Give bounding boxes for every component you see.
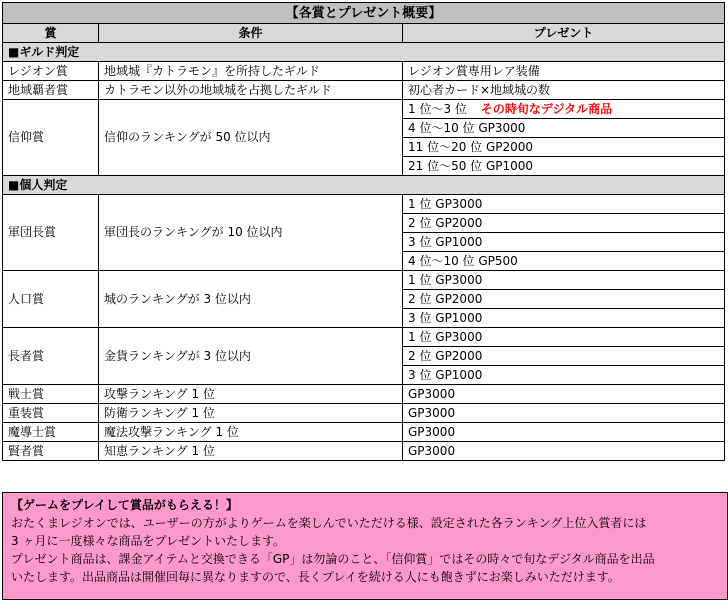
present-rank: 1 位～3 位 bbox=[408, 101, 467, 116]
award-name: 重装賞 bbox=[3, 404, 99, 423]
award-condition: 信仰のランキングが 50 位以内 bbox=[99, 100, 403, 176]
award-present: 11 位～20 位 GP2000 bbox=[403, 138, 725, 157]
award-name: 人口賞 bbox=[3, 271, 99, 328]
award-present: 2 位 GP2000 bbox=[403, 347, 725, 366]
award-present: 3 位 GP1000 bbox=[403, 309, 725, 328]
award-present: 3 位 GP1000 bbox=[403, 233, 725, 252]
table-row bbox=[3, 62, 725, 81]
award-name: レジオン賞 bbox=[3, 62, 99, 81]
table-title: 【各賞とプレゼント概要】 bbox=[3, 3, 725, 24]
table-row bbox=[3, 404, 725, 423]
award-condition: カトラモン以外の地域城を占拠したギルド bbox=[99, 81, 403, 100]
award-name: 地域覇者賞 bbox=[3, 81, 99, 100]
award-present: GP3000 bbox=[403, 442, 725, 461]
table-row bbox=[3, 81, 725, 100]
award-name: 魔導士賞 bbox=[3, 423, 99, 442]
award-present bbox=[403, 100, 725, 119]
table-row bbox=[3, 328, 725, 347]
promo-box bbox=[2, 492, 728, 600]
award-condition: 知恵ランキング 1 位 bbox=[99, 442, 403, 461]
award-condition: 防衛ランキング 1 位 bbox=[99, 404, 403, 423]
award-present: GP3000 bbox=[403, 404, 725, 423]
table-row bbox=[3, 195, 725, 214]
award-present: 21 位～50 位 GP1000 bbox=[403, 157, 725, 176]
table-row bbox=[3, 100, 725, 119]
header-award: 賞 bbox=[3, 24, 99, 43]
award-present: 2 位 GP2000 bbox=[403, 214, 725, 233]
award-name: 戦士賞 bbox=[3, 385, 99, 404]
table-row bbox=[3, 385, 725, 404]
promo-text-line: プレゼント商品は、課金アイテムと交換できる「GP」は勿論のこと、「信仰賞」ではその時々で旬なデジタル商品を出品 bbox=[11, 552, 655, 566]
present-highlight: その時旬なデジタル商品 bbox=[480, 101, 613, 116]
award-present: GP3000 bbox=[403, 423, 725, 442]
award-condition: 地域城『カトラモン』を所持したギルド bbox=[99, 62, 403, 81]
award-condition: 軍団長のランキングが 10 位以内 bbox=[99, 195, 403, 271]
award-present: 1 位 GP3000 bbox=[403, 271, 725, 290]
award-condition: 金貨ランキングが 3 位以内 bbox=[99, 328, 403, 385]
header-condition: 条件 bbox=[99, 24, 403, 43]
table-row bbox=[3, 442, 725, 461]
award-name: 軍団長賞 bbox=[3, 195, 99, 271]
award-present: レジオン賞専用レア装備 bbox=[403, 62, 725, 81]
promo-text-line: 3 ヶ月に一度様々な商品をプレゼントいたします。 bbox=[11, 534, 286, 548]
awards-table bbox=[2, 2, 725, 461]
award-name: 賢者賞 bbox=[3, 442, 99, 461]
award-present: 1 位 GP3000 bbox=[403, 195, 725, 214]
award-present: 2 位 GP2000 bbox=[403, 290, 725, 309]
award-condition: 攻撃ランキング 1 位 bbox=[99, 385, 403, 404]
table-row bbox=[3, 423, 725, 442]
award-present: GP3000 bbox=[403, 385, 725, 404]
promo-title: 【ゲームをプレイして賞品がもらえる！】 bbox=[11, 498, 238, 512]
award-condition: 城のランキングが 3 位以内 bbox=[99, 271, 403, 328]
award-present: 3 位 GP1000 bbox=[403, 366, 725, 385]
award-present: 1 位 GP3000 bbox=[403, 328, 725, 347]
award-name: 長者賞 bbox=[3, 328, 99, 385]
award-present: 4 位～10 位 GP3000 bbox=[403, 119, 725, 138]
section-personal: ■個人判定 bbox=[3, 176, 725, 195]
promo-text-line: いたします。出品商品は開催回毎に異なりますので、長くプレイを続ける人にも飽きずにお楽しみいただけます。 bbox=[11, 570, 620, 584]
header-present: プレゼント bbox=[403, 24, 725, 43]
section-guild: ■ギルド判定 bbox=[3, 43, 725, 62]
table-row bbox=[3, 271, 725, 290]
award-present: 4 位～10 位 GP500 bbox=[403, 252, 725, 271]
award-name: 信仰賞 bbox=[3, 100, 99, 176]
award-condition: 魔法攻撃ランキング 1 位 bbox=[99, 423, 403, 442]
award-present: 初心者カード×地域城の数 bbox=[403, 81, 725, 100]
promo-text-line: おたくまレジオンでは、ユーザーの方がよりゲームを楽しんでいただける様、設定された各ランキング上位入賞者には bbox=[11, 516, 647, 530]
